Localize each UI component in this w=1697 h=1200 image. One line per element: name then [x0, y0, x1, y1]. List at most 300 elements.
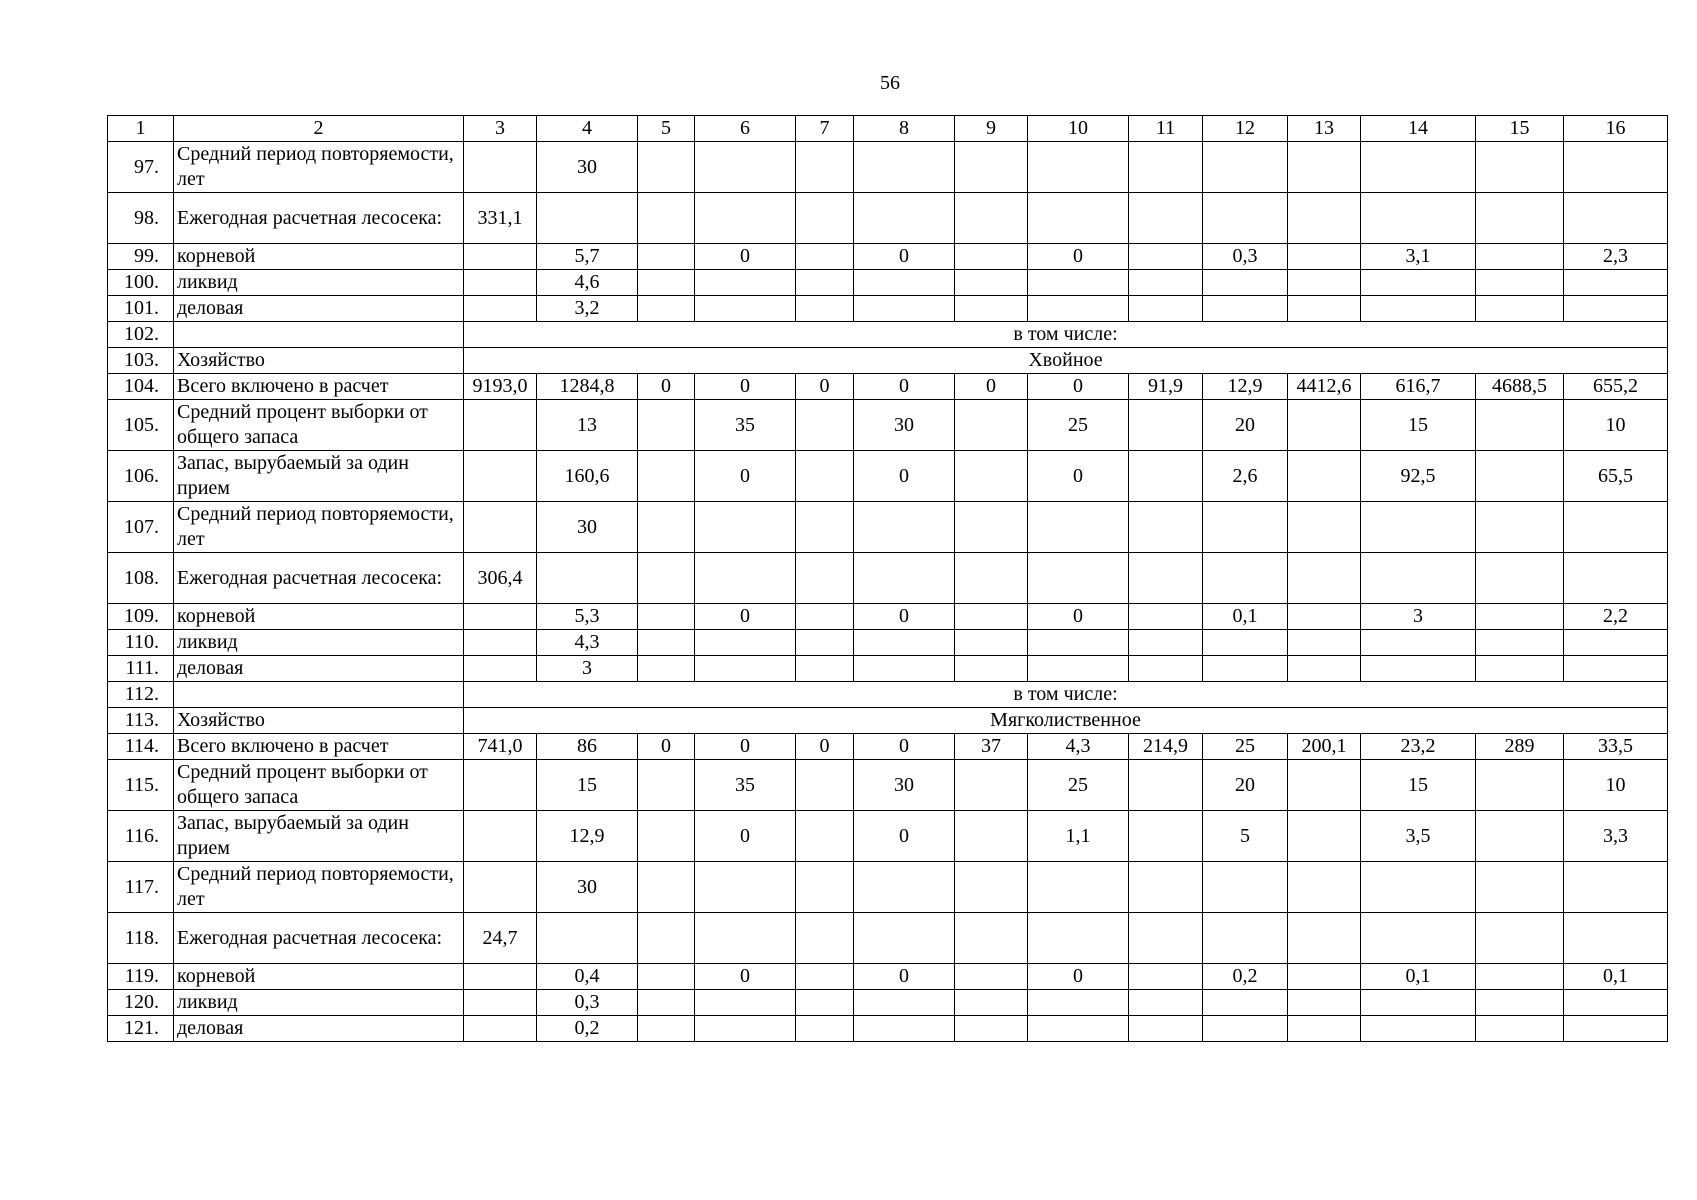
row-number: 117. [108, 862, 174, 913]
table-cell [638, 244, 695, 270]
table-cell: 5,7 [537, 244, 638, 270]
row-number: 112. [108, 682, 174, 708]
table-row [108, 913, 1668, 964]
row-label: Всего включено в расчет [174, 734, 464, 760]
table-cell [1476, 604, 1564, 630]
table-cell: 4688,5 [1476, 374, 1564, 400]
table-cell [796, 656, 854, 682]
table-cell [1288, 862, 1361, 913]
row-label: Средний период повторяемости, лет [174, 142, 464, 193]
table-cell [1476, 296, 1564, 322]
table-cell [955, 990, 1028, 1016]
table-cell [695, 990, 796, 1016]
table-cell [464, 1016, 537, 1042]
table-cell: 24,7 [464, 913, 537, 964]
row-label: Средний процент выборки от общего запаса [174, 400, 464, 451]
table-cell: 10 [1564, 760, 1668, 811]
table-cell [955, 193, 1028, 244]
row-number: 118. [108, 913, 174, 964]
table-cell: 30 [537, 502, 638, 553]
row-number: 109. [108, 604, 174, 630]
table-cell [464, 400, 537, 451]
table-cell: 12,9 [537, 811, 638, 862]
table-cell [1288, 1016, 1361, 1042]
table-cell [955, 270, 1028, 296]
table-cell [695, 862, 796, 913]
table-cell [464, 142, 537, 193]
table-cell [1028, 656, 1129, 682]
table-cell: 3,1 [1361, 244, 1476, 270]
table-cell: 30 [854, 760, 955, 811]
table-cell [1476, 553, 1564, 604]
table-cell [1203, 990, 1288, 1016]
table-cell: 0 [695, 734, 796, 760]
table-cell: 289 [1476, 734, 1564, 760]
row-label: корневой [174, 964, 464, 990]
table-cell [854, 142, 955, 193]
table-cell: 4412,6 [1288, 374, 1361, 400]
table-cell [464, 270, 537, 296]
table-cell: 214,9 [1129, 734, 1203, 760]
table-cell [854, 270, 955, 296]
table-cell [1288, 990, 1361, 1016]
page-number: 56 [880, 72, 900, 94]
row-number: 107. [108, 502, 174, 553]
table-cell: 92,5 [1361, 451, 1476, 502]
table-cell [854, 656, 955, 682]
table-cell [1476, 400, 1564, 451]
table-cell: 2,3 [1564, 244, 1668, 270]
table-cell [537, 193, 638, 244]
table-cell: 616,7 [1361, 374, 1476, 400]
table-row [108, 244, 1668, 270]
table-cell [1361, 502, 1476, 553]
table-row [108, 630, 1668, 656]
row-number: 104. [108, 374, 174, 400]
table-cell [638, 964, 695, 990]
table-cell [796, 270, 854, 296]
row-number: 110. [108, 630, 174, 656]
table-cell [854, 502, 955, 553]
row-number: 120. [108, 990, 174, 1016]
table-cell [638, 142, 695, 193]
table-row [108, 760, 1668, 811]
row-number: 99. [108, 244, 174, 270]
table-cell: 33,5 [1564, 734, 1668, 760]
table-cell [638, 451, 695, 502]
row-number: 114. [108, 734, 174, 760]
header-cell: 2 [174, 116, 464, 142]
row-label: Запас, вырубаемый за один прием [174, 451, 464, 502]
table-cell [464, 296, 537, 322]
header-cell: 15 [1476, 116, 1564, 142]
row-number: 121. [108, 1016, 174, 1042]
row-number: 98. [108, 193, 174, 244]
table-cell [955, 913, 1028, 964]
table-cell [638, 630, 695, 656]
table-cell: 0 [854, 811, 955, 862]
table-cell [1129, 811, 1203, 862]
row-label: Всего включено в расчет [174, 374, 464, 400]
header-cell: 14 [1361, 116, 1476, 142]
table-cell [955, 811, 1028, 862]
table-cell [1288, 502, 1361, 553]
table-cell [638, 502, 695, 553]
table-cell [695, 913, 796, 964]
table-cell [1476, 811, 1564, 862]
table-row [108, 734, 1668, 760]
table-cell [1564, 913, 1668, 964]
table-cell [1288, 142, 1361, 193]
table-cell [1288, 811, 1361, 862]
table-cell [1476, 142, 1564, 193]
table-cell: 25 [1028, 760, 1129, 811]
table-cell: 331,1 [464, 193, 537, 244]
row-number: 115. [108, 760, 174, 811]
table-cell: 35 [695, 400, 796, 451]
table-cell [1028, 296, 1129, 322]
table-cell [1564, 862, 1668, 913]
row-label: Запас, вырубаемый за один прием [174, 811, 464, 862]
table-cell [796, 964, 854, 990]
row-label: ликвид [174, 990, 464, 1016]
table-cell: 0,3 [1203, 244, 1288, 270]
table-cell [955, 862, 1028, 913]
table-cell: 0,1 [1203, 604, 1288, 630]
table-cell [1203, 193, 1288, 244]
table-row [108, 1016, 1668, 1042]
row-label: деловая [174, 1016, 464, 1042]
table-cell [1288, 760, 1361, 811]
table-cell [1361, 862, 1476, 913]
table-cell [1288, 193, 1361, 244]
table-cell: 0 [1028, 374, 1129, 400]
table-cell: 306,4 [464, 553, 537, 604]
table-cell [1476, 862, 1564, 913]
table-cell: 20 [1203, 760, 1288, 811]
table-cell [1028, 502, 1129, 553]
table-cell: 0 [695, 244, 796, 270]
table-cell: 86 [537, 734, 638, 760]
table-cell [1361, 270, 1476, 296]
table-cell [1476, 760, 1564, 811]
table-cell: 0 [1028, 604, 1129, 630]
table-cell: 0 [854, 374, 955, 400]
table-cell [1129, 990, 1203, 1016]
table-cell: 30 [537, 862, 638, 913]
table-cell [1361, 1016, 1476, 1042]
row-label: корневой [174, 604, 464, 630]
table-cell [464, 862, 537, 913]
header-cell: 8 [854, 116, 955, 142]
table-cell: 3 [537, 656, 638, 682]
table-cell [854, 1016, 955, 1042]
table-cell: 0 [695, 451, 796, 502]
table-cell [537, 913, 638, 964]
table-cell [1129, 400, 1203, 451]
row-label: Ежегодная расчетная лесосека: [174, 193, 464, 244]
table-cell [1288, 296, 1361, 322]
table-cell [796, 604, 854, 630]
table-cell [1129, 553, 1203, 604]
merged-cell: Хвойное [464, 348, 1668, 374]
table-cell: 2,2 [1564, 604, 1668, 630]
table-cell [464, 630, 537, 656]
row-number: 108. [108, 553, 174, 604]
table-cell: 0 [695, 964, 796, 990]
table-cell: 741,0 [464, 734, 537, 760]
table-cell [1129, 760, 1203, 811]
table-cell [1476, 913, 1564, 964]
table-cell [1564, 656, 1668, 682]
table-cell [1203, 862, 1288, 913]
table-cell: 12,9 [1203, 374, 1288, 400]
row-label: Средний период повторяемости, лет [174, 862, 464, 913]
table-cell: 2,6 [1203, 451, 1288, 502]
table-cell [1564, 502, 1668, 553]
header-cell: 7 [796, 116, 854, 142]
row-label: Хозяйство [174, 708, 464, 734]
table-cell [1129, 502, 1203, 553]
table-cell [796, 630, 854, 656]
table-cell [1028, 1016, 1129, 1042]
table-cell: 200,1 [1288, 734, 1361, 760]
table-row [108, 502, 1668, 553]
table-cell [1361, 553, 1476, 604]
header-cell: 13 [1288, 116, 1361, 142]
table-cell [464, 811, 537, 862]
table-row [108, 451, 1668, 502]
table-cell [796, 244, 854, 270]
table-cell: 0,1 [1564, 964, 1668, 990]
table-cell [1361, 296, 1476, 322]
table-cell [1564, 142, 1668, 193]
table-row [108, 193, 1668, 244]
table-cell: 160,6 [537, 451, 638, 502]
row-number: 101. [108, 296, 174, 322]
table-cell [464, 760, 537, 811]
table-cell: 0 [1028, 964, 1129, 990]
table-cell [1203, 553, 1288, 604]
row-number: 106. [108, 451, 174, 502]
table-row [108, 990, 1668, 1016]
table-cell [464, 604, 537, 630]
table-row [108, 682, 1668, 708]
table-cell [537, 553, 638, 604]
row-label [174, 322, 464, 348]
table-cell [1129, 244, 1203, 270]
table-cell [1288, 964, 1361, 990]
table-cell [695, 630, 796, 656]
table-cell [1476, 193, 1564, 244]
merged-cell: в том числе: [464, 322, 1668, 348]
table-cell: 5 [1203, 811, 1288, 862]
row-number: 113. [108, 708, 174, 734]
table-cell: 0 [695, 374, 796, 400]
table-cell [854, 862, 955, 913]
table-cell [854, 913, 955, 964]
table-cell: 10 [1564, 400, 1668, 451]
table-cell [1203, 1016, 1288, 1042]
table-cell [1476, 630, 1564, 656]
table-cell [1203, 270, 1288, 296]
row-label: деловая [174, 656, 464, 682]
table-cell [695, 656, 796, 682]
table-cell [1129, 193, 1203, 244]
table-cell: 15 [537, 760, 638, 811]
table-cell: 0 [695, 811, 796, 862]
table-cell [638, 811, 695, 862]
table-cell [796, 451, 854, 502]
table-cell [1288, 630, 1361, 656]
table-cell [1288, 553, 1361, 604]
table-cell [638, 553, 695, 604]
table-cell [1028, 553, 1129, 604]
table-cell [955, 296, 1028, 322]
row-label: корневой [174, 244, 464, 270]
table-cell [1129, 296, 1203, 322]
table-cell: 1,1 [1028, 811, 1129, 862]
table-cell [464, 244, 537, 270]
table-row [108, 964, 1668, 990]
table-cell [464, 656, 537, 682]
table-cell [1203, 913, 1288, 964]
table-cell [854, 193, 955, 244]
header-row [108, 116, 1668, 142]
table-cell: 0 [638, 734, 695, 760]
table-cell [1129, 862, 1203, 913]
table-cell [1564, 630, 1668, 656]
table-row [108, 604, 1668, 630]
table-cell [1564, 193, 1668, 244]
table-cell [1361, 142, 1476, 193]
table-cell [796, 553, 854, 604]
table-cell [1129, 451, 1203, 502]
row-number: 116. [108, 811, 174, 862]
table-cell [854, 990, 955, 1016]
table-cell [638, 913, 695, 964]
table-cell: 15 [1361, 760, 1476, 811]
table-cell [1129, 604, 1203, 630]
table-cell [796, 400, 854, 451]
table-cell [1028, 913, 1129, 964]
table-cell: 0 [854, 734, 955, 760]
table-cell [1288, 270, 1361, 296]
table-cell [955, 502, 1028, 553]
table-cell [695, 270, 796, 296]
table-cell [464, 451, 537, 502]
table-cell [854, 296, 955, 322]
table-cell [955, 604, 1028, 630]
table-cell: 30 [537, 142, 638, 193]
table-cell [796, 913, 854, 964]
table-cell: 3,2 [537, 296, 638, 322]
table-row [108, 553, 1668, 604]
table-cell [1476, 656, 1564, 682]
table-row [108, 656, 1668, 682]
header-cell: 1 [108, 116, 174, 142]
table-row [108, 322, 1668, 348]
table-cell: 20 [1203, 400, 1288, 451]
table-cell: 655,2 [1564, 374, 1668, 400]
header-cell: 12 [1203, 116, 1288, 142]
table-cell [1361, 990, 1476, 1016]
table-cell [955, 400, 1028, 451]
table-cell: 35 [695, 760, 796, 811]
table-cell [1028, 990, 1129, 1016]
table-cell [695, 553, 796, 604]
table-row [108, 142, 1668, 193]
table-cell [1361, 193, 1476, 244]
table-cell: 0 [854, 604, 955, 630]
table-cell [955, 244, 1028, 270]
header-cell: 4 [537, 116, 638, 142]
row-label: Ежегодная расчетная лесосека: [174, 553, 464, 604]
table-cell [955, 451, 1028, 502]
table-cell [1288, 244, 1361, 270]
table-cell [1476, 502, 1564, 553]
table-cell [1476, 451, 1564, 502]
table-cell [464, 964, 537, 990]
table-cell [1129, 913, 1203, 964]
table-cell [1129, 630, 1203, 656]
table-row [108, 811, 1668, 862]
table-cell [1028, 630, 1129, 656]
table-cell [1476, 964, 1564, 990]
table-cell [1203, 502, 1288, 553]
row-number: 105. [108, 400, 174, 451]
table-cell: 0,2 [537, 1016, 638, 1042]
table-cell: 0,3 [537, 990, 638, 1016]
table-cell: 4,3 [537, 630, 638, 656]
table-cell [638, 1016, 695, 1042]
table-cell: 0 [955, 374, 1028, 400]
table-cell: 0 [796, 374, 854, 400]
table-cell [1476, 990, 1564, 1016]
table-cell [638, 193, 695, 244]
table-cell [955, 553, 1028, 604]
table-cell: 5,3 [537, 604, 638, 630]
table-cell [796, 502, 854, 553]
table-cell [464, 990, 537, 1016]
table-cell [695, 296, 796, 322]
table-cell [695, 1016, 796, 1042]
header-cell: 3 [464, 116, 537, 142]
table-cell: 0 [1028, 451, 1129, 502]
table-cell: 0 [854, 964, 955, 990]
table-cell [695, 142, 796, 193]
table-cell: 0 [638, 374, 695, 400]
table-cell [1203, 142, 1288, 193]
table-cell: 3,3 [1564, 811, 1668, 862]
table-cell [854, 553, 955, 604]
table-cell [1361, 630, 1476, 656]
table-cell [638, 400, 695, 451]
table-cell [796, 862, 854, 913]
table-cell: 0 [796, 734, 854, 760]
table-cell [1564, 990, 1668, 1016]
row-number: 102. [108, 322, 174, 348]
table-cell [1476, 1016, 1564, 1042]
table-row [108, 296, 1668, 322]
row-label [174, 682, 464, 708]
table-cell [1203, 630, 1288, 656]
row-label: ликвид [174, 270, 464, 296]
table-cell [638, 990, 695, 1016]
row-number: 119. [108, 964, 174, 990]
merged-cell: Мягколиственное [464, 708, 1668, 734]
row-number: 97. [108, 142, 174, 193]
